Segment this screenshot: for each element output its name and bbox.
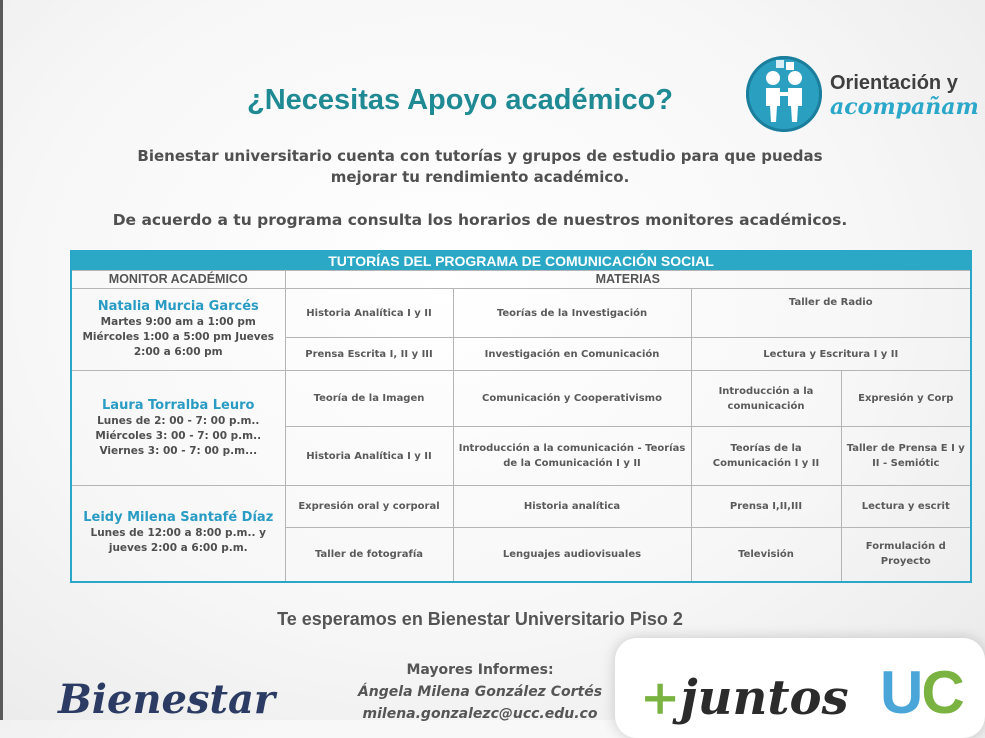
page-title: ¿Necesitas Apoyo académico? bbox=[246, 84, 674, 116]
ucc-logo-u: U bbox=[880, 659, 922, 726]
people-icon bbox=[746, 56, 822, 132]
subject-cell: Expresión y Corp bbox=[841, 371, 971, 427]
tutorias-table-wrap bbox=[70, 250, 970, 583]
subject-cell: Prensa I,II,III bbox=[691, 486, 841, 528]
ucc-logo bbox=[880, 658, 963, 727]
informes-label: Mayores Informes: bbox=[406, 662, 554, 678]
monitor-name: Leidy Milena Santafé Díaz bbox=[83, 510, 274, 526]
subject-cell: Introducción a la comunicación bbox=[691, 371, 841, 427]
table-banner: TUTORÍAS DEL PROGRAMA DE COMUNICACIÓN SOCIAL bbox=[71, 251, 971, 271]
juntos-plus: + bbox=[640, 670, 681, 726]
subject-cell: Prensa Escrita I, II y III bbox=[285, 338, 453, 371]
subject-cell: Taller de Prensa E I y II - Semiótic bbox=[841, 427, 971, 486]
subject-cell: Lectura y Escritura I y II bbox=[691, 338, 971, 371]
monitor-schedule: Martes 9:00 am a 1:00 pm Miércoles 1:00 a 5:00 pm Jueves 2:00 a 6:00 pm bbox=[82, 316, 275, 358]
contact-name: Ángela Milena González Cortés bbox=[357, 684, 603, 700]
orientacion-logo-text: Orientación y bbox=[830, 72, 958, 94]
subject-cell: Lenguajes audiovisuales bbox=[453, 528, 691, 582]
subject-cell: Teorías de la Investigación bbox=[453, 289, 691, 338]
subject-cell: Formulación d Proyecto bbox=[841, 528, 971, 582]
orientacion-logo bbox=[742, 54, 979, 138]
monitor-schedule: Lunes de 2: 00 - 7: 00 p.m.. Miércoles 3: 00 - 7: 00 p.m.. Viernes 3: 00 - 7: 00 p.m... bbox=[95, 414, 262, 457]
consulta-text: De acuerdo a tu programa consulta los horarios de nuestros monitores académicos. bbox=[112, 211, 848, 229]
subject-cell: Televisión bbox=[691, 528, 841, 582]
intro-text bbox=[100, 146, 860, 188]
monitor-name: Natalia Murcia Garcés bbox=[97, 299, 259, 314]
monitor-cell bbox=[71, 371, 285, 486]
contact-email: milena.gonzalezc@ucc.edu.co bbox=[362, 706, 598, 722]
ucc-logo-c: C bbox=[921, 659, 963, 726]
juntos-logo bbox=[640, 670, 849, 726]
monitor-name: Laura Torralba Leuro bbox=[102, 397, 255, 413]
subject-cell: Historia Analítica I y II bbox=[285, 427, 453, 486]
juntos-text: juntos bbox=[680, 670, 849, 726]
subject-cell: Comunicación y Cooperativismo bbox=[453, 371, 691, 427]
subject-cell: Historia Analítica I y II bbox=[285, 289, 453, 338]
subject-cell: Teoría de la Imagen bbox=[285, 371, 453, 427]
monitor-schedule: Lunes de 12:00 a 8:00 p.m.. y jueves 2:00 a 6:00 p.m. bbox=[90, 527, 266, 555]
subject-cell: Historia analítica bbox=[453, 486, 691, 528]
intro-line-1: Bienestar universitario cuenta con tutorías y grupos de estudio para que puedas bbox=[137, 147, 823, 165]
monitor-cell bbox=[71, 289, 285, 371]
subject-cell: Expresión oral y corporal bbox=[285, 486, 453, 528]
monitor-column-header: MONITOR ACADÉMICO bbox=[71, 271, 285, 289]
orientacion-logo-circle bbox=[746, 56, 822, 132]
tutorias-table bbox=[70, 250, 972, 583]
left-edge-border bbox=[0, 0, 3, 720]
bienestar-logo: Bienestar bbox=[58, 676, 275, 723]
intro-line-2: mejorar tu rendimiento académico. bbox=[330, 168, 630, 186]
acompanamiento-logo-text: acompañam bbox=[830, 94, 979, 120]
closing-message: Te esperamos en Bienestar Universitario Piso 2 bbox=[277, 609, 683, 629]
monitor-cell bbox=[71, 486, 285, 582]
materias-column-header: MATERIAS bbox=[285, 271, 971, 289]
subject-cell: Introducción a la comunicación - Teorías de la Comunicación I y II bbox=[453, 427, 691, 486]
subject-cell: Taller de Radio bbox=[691, 289, 971, 338]
subject-cell: Teorías de la Comunicación I y II bbox=[691, 427, 841, 486]
subject-cell: Investigación en Comunicación bbox=[453, 338, 691, 371]
subject-cell: Lectura y escrit bbox=[841, 486, 971, 528]
subject-cell: Taller de fotografía bbox=[285, 528, 453, 582]
